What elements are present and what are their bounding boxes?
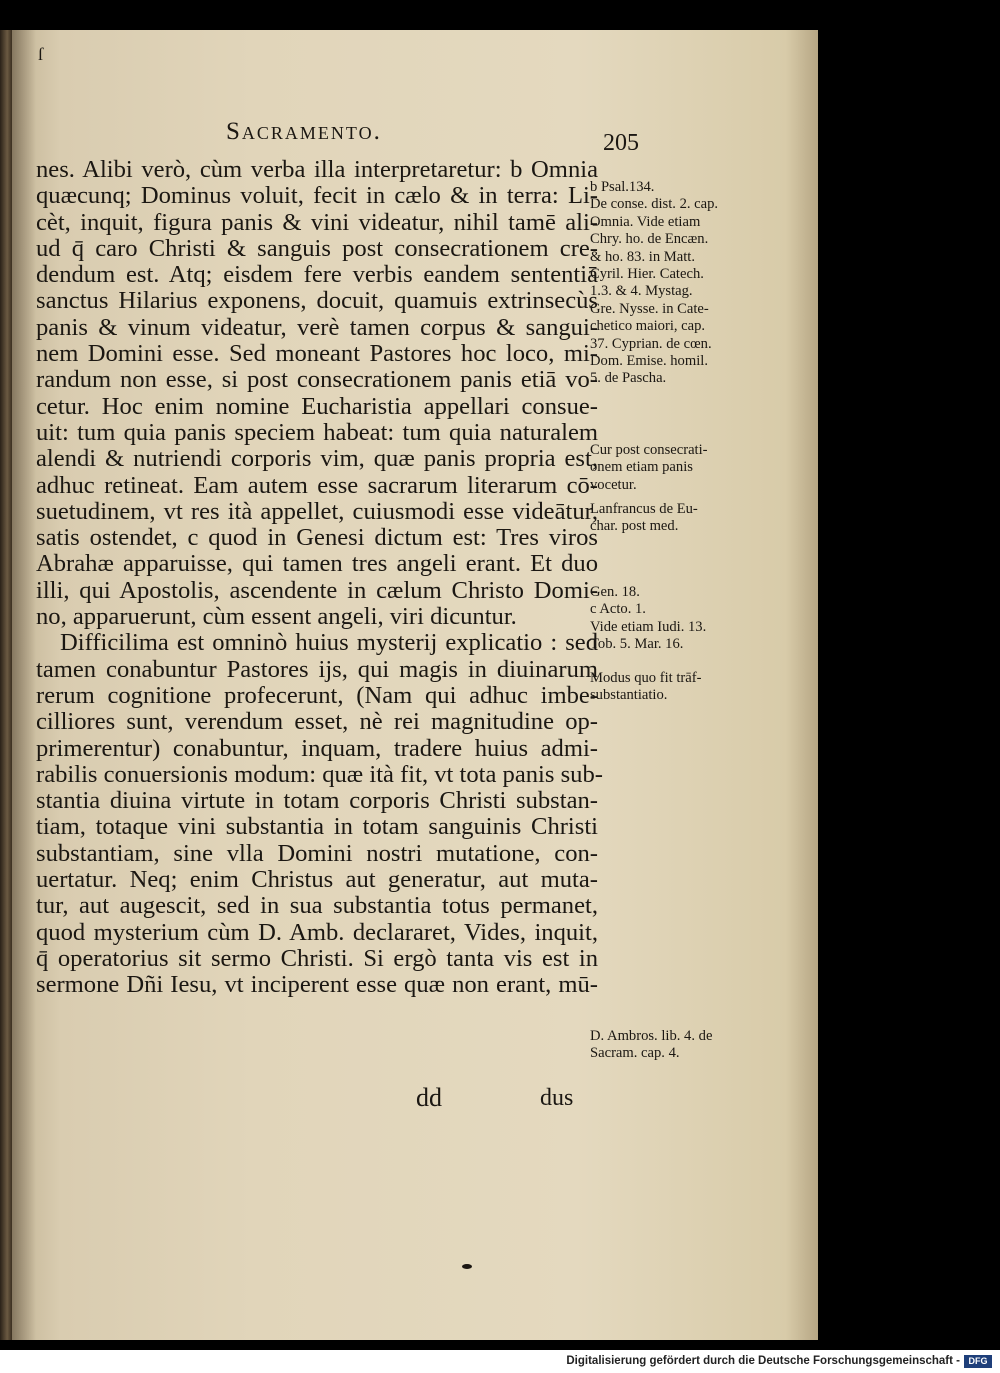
text-line: uertatur. Neq; enim Christus aut generatur, aut muta-: [36, 866, 598, 894]
marginal-line: onem etiam panis: [590, 459, 693, 476]
text-line: rabilis conuersionis modum: quæ ità fit, vt tota panis sub-: [36, 760, 603, 788]
marginal-line: Tob. 5. Mar. 16.: [590, 636, 684, 653]
text-line: ud q̄ caro Christi & sanguis post consecrationem cre-: [36, 234, 598, 262]
text-line: nem Domini esse. Sed moneant Pastores hoc loco, mi-: [36, 340, 598, 368]
previous-leaf-edge: [0, 30, 12, 1340]
text-line: sermone Dñi Iesu, vt inciperent esse quæ non erant, mū-: [36, 971, 598, 999]
text-line: tiam, totaque vini substantia in totam sanguinis Christi: [36, 813, 598, 841]
marginal-line: Vide etiam Iudi. 13.: [590, 618, 707, 635]
text-line: cilliores sunt, verendum esset, nè rei magnitudine op-: [36, 708, 598, 736]
marginal-note-consecration: [590, 442, 776, 494]
text-line: no, apparuerunt, cùm essent angeli, viri dicuntur.: [36, 603, 517, 631]
page-number: 205: [603, 130, 639, 156]
marginal-note-genesis: [590, 584, 776, 654]
marginal-line: substantiatio.: [590, 687, 668, 704]
running-head: Sacramento.: [226, 118, 382, 145]
text-line: nes. Alibi verò, cùm verba illa interpretaretur: b Omnia: [36, 156, 598, 183]
text-line: cèt, inquit, figura panis & vini videatur, nihil tamē ali-: [36, 208, 598, 236]
marginal-note-references: [590, 179, 776, 388]
marginal-line: D. Ambros. lib. 4. de: [590, 1028, 713, 1044]
text-line: primerentur) conabuntur, inquam, tradere huius admi-: [36, 734, 598, 762]
text-line: substantiam, sine vlla Domini nostri mutatione, con-: [36, 839, 598, 867]
text-line: alendi & nutriendi corporis vim, quæ panis propria est,: [36, 445, 598, 473]
text-line: rerum cognitione profecerunt, (Nam qui adhuc imbe-: [36, 681, 598, 709]
marginal-line: c Acto. 1.: [590, 601, 646, 618]
text-line: quod mysterium cùm D. Amb. declararet, Vides, inquit,: [36, 918, 598, 946]
main-text-column: [36, 156, 603, 999]
text-line: satis ostendet, c quod in Genesi dictum est: Tres viros: [36, 524, 598, 552]
marginal-note-ambrose: [590, 1028, 776, 1063]
marginal-line: Chry. ho. de Encæn.: [590, 231, 709, 248]
marginal-note-transubstantiation: [590, 670, 776, 705]
signature-mark: dd: [416, 1083, 442, 1112]
marginal-line: Sacram. cap. 4.: [590, 1045, 680, 1062]
marginal-note-lanfrancus: [590, 501, 776, 536]
marginal-line: Omnia. Vide etiam: [590, 213, 701, 230]
marginal-line: & ho. 83. in Matt.: [590, 248, 695, 265]
text-line: tur, aut augescit, sed in sua substantia totus permanet,: [36, 892, 598, 920]
text-line: cetur. Hoc enim nomine Eucharistia appellari consue-: [36, 392, 598, 420]
text-line: sanctus Hilarius exponens, docuit, quamuis extrinsecùs: [36, 287, 598, 315]
text-line: dendum est. Atq; eisdem fere verbis eandem sententiā: [36, 261, 598, 289]
text-line: tamen conabuntur Pastores ijs, qui magis in diuinarum: [36, 655, 598, 683]
text-line: illi, qui Apostolis, ascendente in cælum Christo Domi-: [36, 576, 598, 604]
marginal-line: Modus quo fit trāf-: [590, 670, 702, 686]
book-page: [12, 30, 818, 1340]
marginal-line: chetico maiori, cap.: [590, 318, 706, 335]
text-line: Difficilima est omninò huius mysterij explicatio : sed: [60, 629, 598, 657]
marginal-line: vocetur.: [590, 476, 637, 493]
marginal-line: Gen. 18.: [590, 584, 640, 600]
gutter-shadow: [12, 30, 36, 1340]
ink-dot: [462, 1264, 472, 1269]
marginal-line: 37. Cyprian. de cœn.: [590, 335, 712, 352]
text-line: quæcunq; Dominus voluit, fecit in cælo & in terra: Li-: [36, 182, 598, 210]
marginal-line: Cur post consecrati-: [590, 442, 708, 458]
marginal-line: De conse. dist. 2. cap.: [590, 196, 719, 213]
marginal-line: Lanfrancus de Eu-: [590, 501, 698, 517]
text-line: q̄ operatorius sit sermo Christi. Si ergò tanta vis est in: [36, 944, 598, 972]
marginal-line: Cyril. Hier. Catech.: [590, 266, 704, 283]
marginal-line: char. post med.: [590, 518, 679, 535]
marginal-line: Dom. Emise. homil.: [590, 353, 708, 370]
text-line: uit: tum quia panis speciem habeat: tum quia naturalem: [36, 418, 598, 446]
catchword: dus: [540, 1085, 574, 1111]
text-line: randum non esse, si post consecrationem panis etiā vo-: [36, 366, 598, 394]
text-line: Abrahæ apparuisse, qui tamen tres angeli erant. Et duo: [36, 550, 598, 578]
text-line: stantia diuina virtute in totam corporis Christi substan-: [36, 787, 598, 815]
text-line: suetudinem, vt res ità appellet, cuiusmodi esse videātur,: [36, 497, 598, 525]
marginal-line: 1.3. & 4. Mystag.: [590, 283, 693, 300]
marginal-line: b Psal.134.: [590, 179, 655, 195]
dfg-logo: DFG: [964, 1355, 992, 1368]
text-line: panis & vinum videatur, verè tamen corpus & sangui-: [36, 313, 598, 341]
text-line: adhuc retineat. Eam autem esse sacrarum literarum cō-: [36, 471, 598, 499]
ink-mark: ſ: [38, 44, 44, 64]
digitization-footer: [0, 1350, 1000, 1373]
marginal-line: Gre. Nysse. in Cate-: [590, 300, 709, 317]
marginal-line: 5. de Pascha.: [590, 370, 667, 387]
footer-credit: Digitalisierung gefördert durch die Deutsche Forschungsgemeinschaft -: [566, 1355, 960, 1367]
